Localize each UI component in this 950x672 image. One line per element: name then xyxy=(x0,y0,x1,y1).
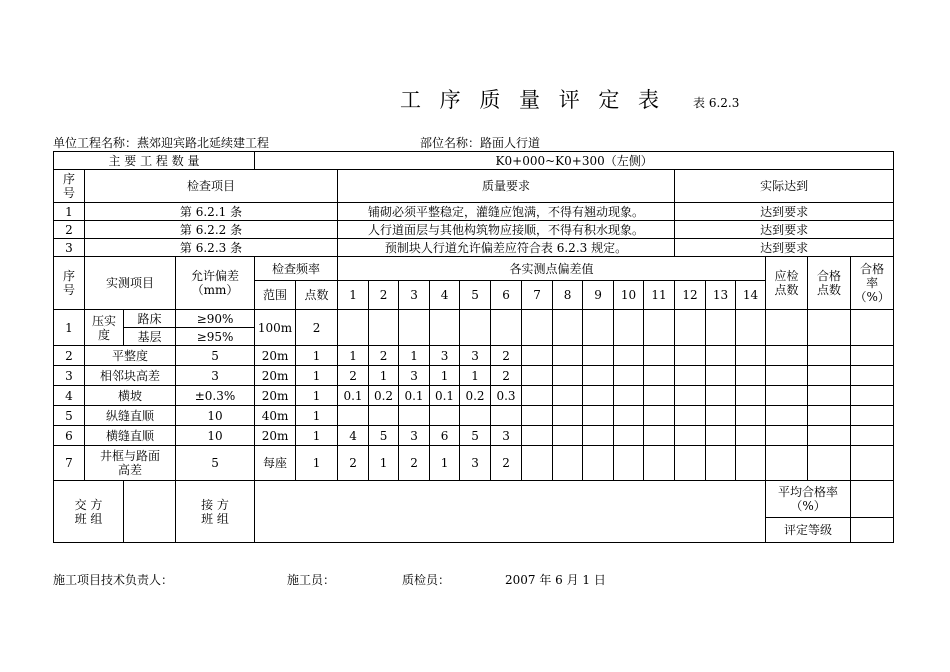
table-row xyxy=(54,346,894,366)
table-cell: 1 xyxy=(296,366,338,386)
table-cell: 1 xyxy=(430,366,460,386)
table-cell: 20m xyxy=(255,366,296,386)
table-cell: 1 xyxy=(338,346,369,366)
table-row xyxy=(54,406,894,426)
table-cell: 2 xyxy=(491,346,522,366)
table-cell: 3 xyxy=(430,346,460,366)
table-cell xyxy=(644,386,675,406)
table-cell xyxy=(736,386,766,406)
point-col: 10 xyxy=(614,281,644,310)
table-row xyxy=(54,426,894,446)
table-cell xyxy=(706,406,736,426)
table-cell xyxy=(675,446,706,481)
table-cell: 1 xyxy=(296,386,338,406)
grade-label: 评定等级 xyxy=(766,518,851,543)
table-cell: 6 xyxy=(430,426,460,446)
table-cell: 1 xyxy=(296,446,338,481)
table-cell: 第 6.2.2 条 xyxy=(85,221,338,239)
table-cell: 3 xyxy=(460,346,491,366)
table-cell xyxy=(614,446,644,481)
table-cell xyxy=(706,386,736,406)
table-cell: 4 xyxy=(338,426,369,446)
table-cell: 6 xyxy=(54,426,85,446)
table-cell: 5 xyxy=(176,346,255,366)
quality-req-header: 质量要求 xyxy=(338,170,675,203)
table-cell xyxy=(675,386,706,406)
point-col: 1 xyxy=(338,281,369,310)
table-cell: 0.2 xyxy=(460,386,491,406)
table-cell: 0.2 xyxy=(369,386,399,406)
actual-header: 实际达到 xyxy=(675,170,894,203)
table-cell: 2 xyxy=(54,346,85,366)
point-col: 7 xyxy=(522,281,553,310)
table-cell xyxy=(614,366,644,386)
table-row xyxy=(54,310,894,328)
table-cell xyxy=(614,346,644,366)
table-cell: 3 xyxy=(399,366,430,386)
table-cell: 铺砌必须平整稳定，灌缝应饱满，不得有翘动现象。 xyxy=(338,203,675,221)
table-cell xyxy=(706,446,736,481)
table-cell xyxy=(553,406,583,426)
table-cell: 1 xyxy=(296,426,338,446)
table-cell: 1 xyxy=(399,346,430,366)
main-qty-label: 主 要 工 程 数 量 xyxy=(54,152,255,170)
table-cell xyxy=(706,366,736,386)
table-cell xyxy=(736,346,766,366)
should-check-header: 应检 点数 xyxy=(766,257,808,310)
table-cell xyxy=(522,446,553,481)
table-cell xyxy=(553,426,583,446)
table-cell xyxy=(736,406,766,426)
pass-rate-header: 合格 率 （%） xyxy=(851,257,894,310)
handover-team: 交 方 班 组 xyxy=(54,481,124,543)
table-cell: 3 xyxy=(460,446,491,481)
table-cell xyxy=(583,346,614,366)
table-cell xyxy=(644,426,675,446)
table-cell xyxy=(430,406,460,426)
table-cell xyxy=(614,426,644,446)
table-cell: 基层 xyxy=(124,328,176,346)
unit-project-name: 单位工程名称：燕郊迎宾路北延续建工程 xyxy=(53,136,270,150)
table-cell: 0.1 xyxy=(338,386,369,406)
point-col: 5 xyxy=(460,281,491,310)
worker-signature: 施工员： xyxy=(287,573,336,587)
main-qty-value: K0+000~K0+300（左侧） xyxy=(255,152,894,170)
quality-assessment-table xyxy=(53,151,894,543)
table-cell xyxy=(553,346,583,366)
receiver-sign xyxy=(255,481,766,543)
table-row xyxy=(54,221,894,239)
pass-points-header: 合格 点数 xyxy=(808,257,851,310)
table-cell xyxy=(706,346,736,366)
table-cell: 预制块人行道允许偏差应符合表 6.2.3 规定。 xyxy=(338,239,675,257)
table-cell: 每座 xyxy=(255,446,296,481)
avg-pass-rate-value xyxy=(851,481,894,518)
page-title: 工 序 质 量 评 定 表 xyxy=(400,88,666,112)
table-cell: 1 xyxy=(460,366,491,386)
table-cell: 1 xyxy=(296,406,338,426)
table-cell: 0.1 xyxy=(399,386,430,406)
table-cell xyxy=(675,406,706,426)
table-cell: 1 xyxy=(296,346,338,366)
frequency-header: 检查频率 xyxy=(255,257,338,281)
tolerance-header: 允许偏差 （mm） xyxy=(176,257,255,310)
grade-value xyxy=(851,518,894,543)
table-cell: 5 xyxy=(369,426,399,446)
avg-pass-rate-label: 平均合格率 （%） xyxy=(766,481,851,518)
table-cell: 1 xyxy=(430,446,460,481)
table-cell: 第 6.2.3 条 xyxy=(85,239,338,257)
section-name: 部位名称：路面人行道 xyxy=(420,136,541,150)
table-cell: 2 xyxy=(399,446,430,481)
table-cell xyxy=(706,426,736,446)
table-cell xyxy=(553,386,583,406)
table-cell xyxy=(583,426,614,446)
table-cell: 0.1 xyxy=(430,386,460,406)
table-cell: 1 xyxy=(54,203,85,221)
tech-lead-signature: 施工项目技术负责人： xyxy=(53,573,174,587)
table-cell xyxy=(553,446,583,481)
table-cell: 3 xyxy=(54,239,85,257)
point-col: 3 xyxy=(399,281,430,310)
table-cell: 人行道面层与其他构筑物应接顺，不得有积水现象。 xyxy=(338,221,675,239)
table-cell: ≥95% xyxy=(176,328,255,346)
table-cell: 达到要求 xyxy=(675,221,894,239)
table-cell: 达到要求 xyxy=(675,239,894,257)
table-cell xyxy=(338,406,369,426)
meas-item-header: 实测项目 xyxy=(85,257,176,310)
table-cell: 平整度 xyxy=(85,346,176,366)
table-cell xyxy=(491,406,522,426)
handover-sign xyxy=(124,481,176,543)
table-cell xyxy=(736,446,766,481)
table-cell: 100m xyxy=(255,310,296,346)
table-cell: 2 xyxy=(296,310,338,346)
table-cell xyxy=(583,366,614,386)
table-cell xyxy=(553,366,583,386)
table-cell xyxy=(675,366,706,386)
table-cell xyxy=(522,406,553,426)
table-cell: 2 xyxy=(491,446,522,481)
point-col: 11 xyxy=(644,281,675,310)
date: 2007 年 6 月 1 日 xyxy=(505,573,606,587)
seq-header: 序 号 xyxy=(54,170,85,203)
table-cell: 3 xyxy=(491,426,522,446)
table-cell xyxy=(675,346,706,366)
table-cell: 7 xyxy=(54,446,85,481)
table-cell: 1 xyxy=(54,310,85,346)
point-col: 4 xyxy=(430,281,460,310)
table-cell: 达到要求 xyxy=(675,203,894,221)
point-col: 13 xyxy=(706,281,736,310)
table-cell xyxy=(614,386,644,406)
table-cell xyxy=(399,406,430,426)
table-cell: 纵缝直顺 xyxy=(85,406,176,426)
compaction-name: 压实 度 xyxy=(85,310,124,346)
table-cell: 3 xyxy=(54,366,85,386)
point-col: 8 xyxy=(553,281,583,310)
point-col: 2 xyxy=(369,281,399,310)
table-cell: 横坡 xyxy=(85,386,176,406)
table-row xyxy=(54,203,894,221)
point-col: 6 xyxy=(491,281,522,310)
deviation-header: 各实测点偏差值 xyxy=(338,257,766,281)
table-cell xyxy=(614,406,644,426)
inspector-signature: 质检员： xyxy=(402,573,451,587)
table-cell xyxy=(583,406,614,426)
table-cell xyxy=(522,426,553,446)
table-cell: ±0.3% xyxy=(176,386,255,406)
table-cell: 2 xyxy=(338,366,369,386)
table-cell: 5 xyxy=(54,406,85,426)
table-cell: 3 xyxy=(399,426,430,446)
table-row xyxy=(54,386,894,406)
table-cell xyxy=(369,406,399,426)
table-cell xyxy=(736,426,766,446)
table-cell: 20m xyxy=(255,346,296,366)
table-cell xyxy=(460,406,491,426)
table-cell: 相邻块高差 xyxy=(85,366,176,386)
table-number: 表 6.2.3 xyxy=(693,96,740,110)
table-cell xyxy=(644,346,675,366)
table-cell: 0.3 xyxy=(491,386,522,406)
table-cell: 1 xyxy=(369,366,399,386)
table-cell xyxy=(644,366,675,386)
table-cell: 3 xyxy=(176,366,255,386)
table-cell xyxy=(583,446,614,481)
table-cell xyxy=(522,386,553,406)
table-cell: 20m xyxy=(255,386,296,406)
point-col: 12 xyxy=(675,281,706,310)
table-cell: 第 6.2.1 条 xyxy=(85,203,338,221)
table-row xyxy=(54,446,894,481)
table-row xyxy=(54,366,894,386)
table-cell: 40m xyxy=(255,406,296,426)
table-cell xyxy=(522,346,553,366)
table-cell: ≥90% xyxy=(176,310,255,328)
point-col: 14 xyxy=(736,281,766,310)
table-cell: 路床 xyxy=(124,310,176,328)
table-cell xyxy=(522,366,553,386)
table-cell: 20m xyxy=(255,426,296,446)
table-cell xyxy=(675,426,706,446)
table-cell: 2 xyxy=(491,366,522,386)
table-cell: 10 xyxy=(176,426,255,446)
table-cell xyxy=(644,406,675,426)
table-cell: 5 xyxy=(460,426,491,446)
table-cell xyxy=(644,446,675,481)
table-cell: 10 xyxy=(176,406,255,426)
points-header: 点数 xyxy=(296,281,338,310)
table-cell: 2 xyxy=(54,221,85,239)
well-frame-item: 井框与路面 高差 xyxy=(85,446,176,481)
table-cell: 5 xyxy=(176,446,255,481)
table-cell xyxy=(736,366,766,386)
receiver-team: 接 方 班 组 xyxy=(176,481,255,543)
table-cell xyxy=(583,386,614,406)
meas-seq-header: 序 号 xyxy=(54,257,85,310)
table-cell: 横缝直顺 xyxy=(85,426,176,446)
point-col: 9 xyxy=(583,281,614,310)
table-cell: 2 xyxy=(338,446,369,481)
table-row xyxy=(54,239,894,257)
check-item-header: 检查项目 xyxy=(85,170,338,203)
range-header: 范围 xyxy=(255,281,296,310)
table-cell: 2 xyxy=(369,346,399,366)
table-cell: 1 xyxy=(369,446,399,481)
table-cell: 4 xyxy=(54,386,85,406)
